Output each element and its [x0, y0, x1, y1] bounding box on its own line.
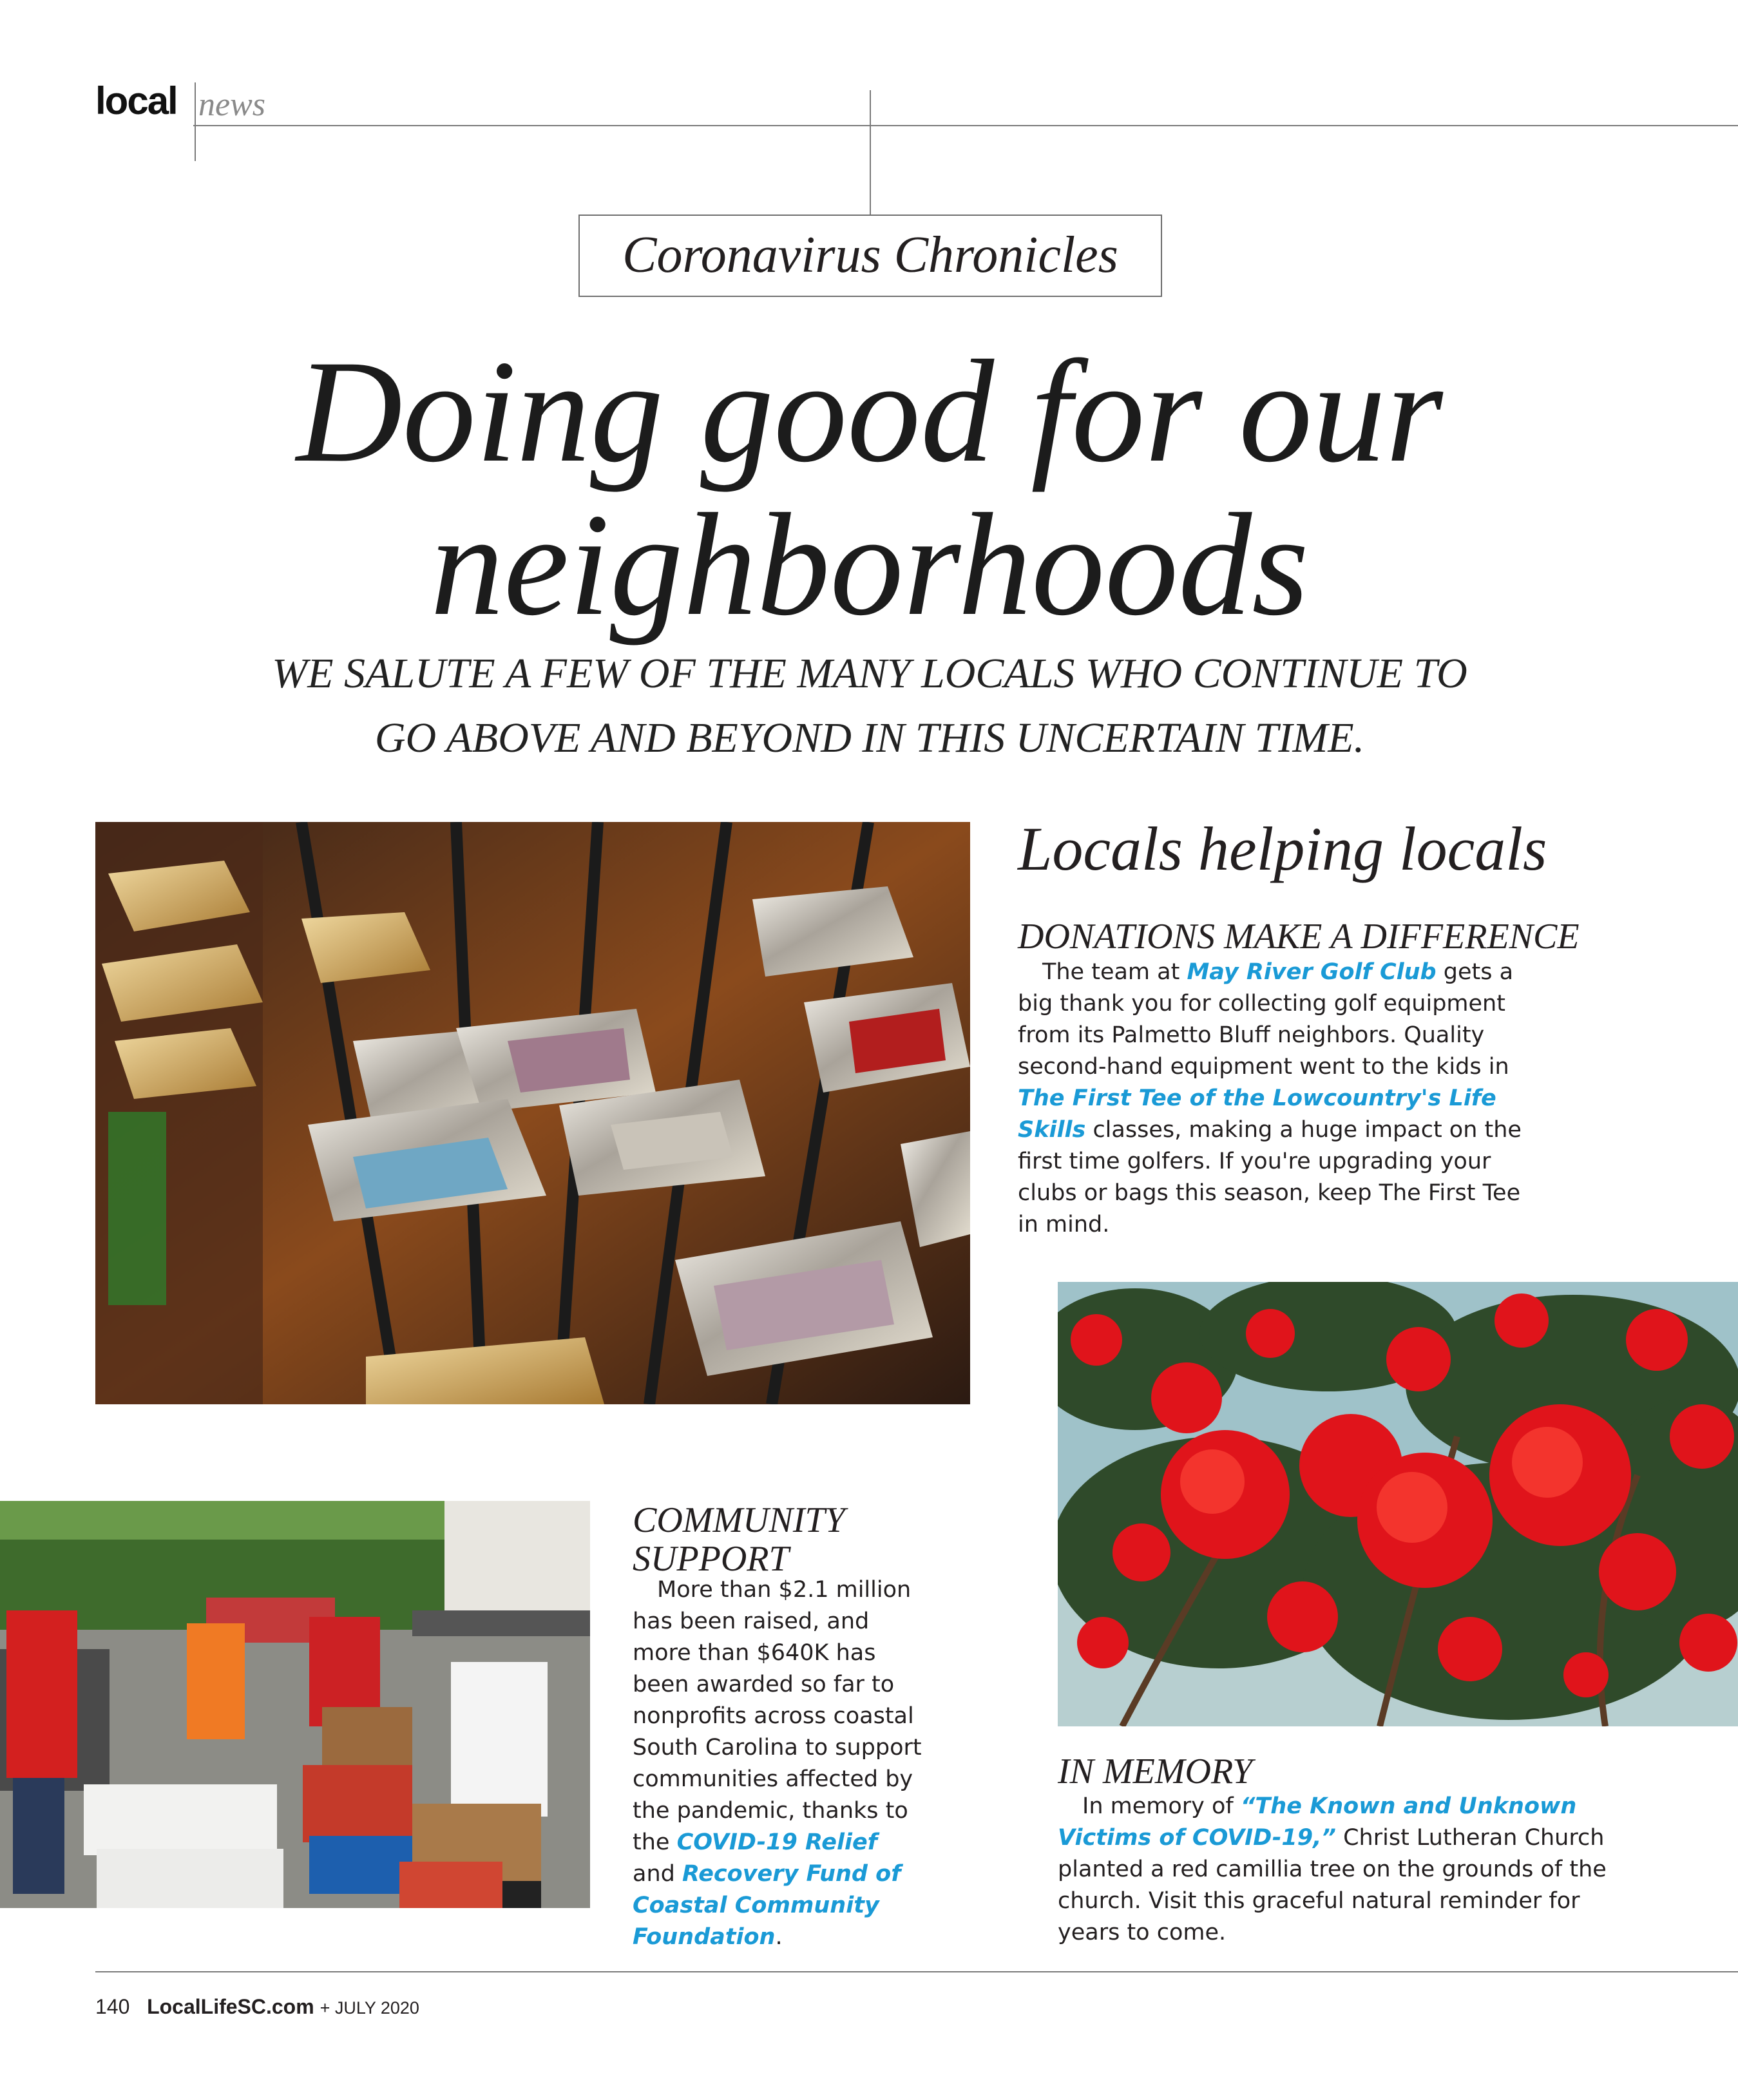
- section-label: news: [198, 86, 265, 123]
- header-divider: [195, 82, 196, 161]
- headline: [193, 330, 1546, 646]
- headline-line-1: Doing good for our: [296, 330, 1443, 493]
- page-number: 140: [95, 1995, 130, 2018]
- memory-subhead: IN MEMORY: [1058, 1752, 1253, 1791]
- magazine-brand: local: [95, 79, 177, 122]
- camellia-photo: [1058, 1282, 1738, 1726]
- community-subhead-line-2: SUPPORT: [633, 1539, 789, 1579]
- community-subhead: [633, 1501, 845, 1578]
- footer-issue: + JULY 2020: [320, 1998, 419, 2018]
- may-river-golf-club-link[interactable]: May River Golf Club: [1187, 959, 1437, 985]
- memory-body: In memory of “The Known and Unknown Victims of COVID-19,” Christ Lutheran Church planted a red camillia tree on the grounds of the church. Visit this graceful natural reminder for years to come.: [1058, 1793, 1607, 1945]
- donations-body: The team at May River Golf Club gets a big thank you for collecting golf equipment from its Palmetto Bluff neighbors. Quality second-hand equipment went to the kids in The First Tee of the Lowcountry's Life Skills classes, making a huge impact on the first time golfers. If you're upgrading your clubs or bags this season, keep The First Tee in mind.: [1018, 959, 1522, 1237]
- community-subhead-line-1: COMMUNITY: [633, 1500, 845, 1540]
- kicker-label: Coronavirus Chronicles: [578, 215, 1162, 297]
- footer: [95, 1995, 419, 2019]
- first-tee-link[interactable]: The First Tee of the Lowcountry's Life Skills: [1018, 1085, 1496, 1143]
- coastal-community-foundation-link[interactable]: Recovery Fund of Coastal Community Foundation: [633, 1861, 901, 1950]
- footer-rule: [95, 1971, 1738, 1972]
- footer-site[interactable]: LocalLifeSC.com: [147, 1995, 314, 2018]
- food-distribution-photo: [0, 1501, 590, 1908]
- headline-line-2: neighborhoods: [430, 484, 1309, 646]
- deck-line-1: WE SALUTE A FEW OF THE MANY LOCALS WHO CONTINUE TO: [272, 650, 1467, 697]
- deck: [161, 642, 1578, 770]
- kicker-connector: [870, 90, 871, 215]
- victims-memorial-link[interactable]: “The Known and Unknown Victims of COVID-19,”: [1058, 1793, 1577, 1851]
- golf-clubs-photo: [95, 822, 970, 1404]
- community-body: More than $2.1 million has been raised, and more than $640K has been awarded so far to nonprofits across coastal South Carolina to support communities affected by the pandemic, thanks to the COVID-19 Relief and Recovery Fund of Coastal Community Foundation.: [633, 1577, 922, 1950]
- donations-subhead: DONATIONS MAKE A DIFFERENCE: [1018, 917, 1580, 957]
- header-rule: [193, 125, 1738, 126]
- section-title: Locals helping locals: [1018, 814, 1547, 883]
- covid-relief-link[interactable]: COVID-19 Relief: [676, 1829, 877, 1855]
- deck-line-2: GO ABOVE AND BEYOND IN THIS UNCERTAIN TIME.: [374, 714, 1365, 761]
